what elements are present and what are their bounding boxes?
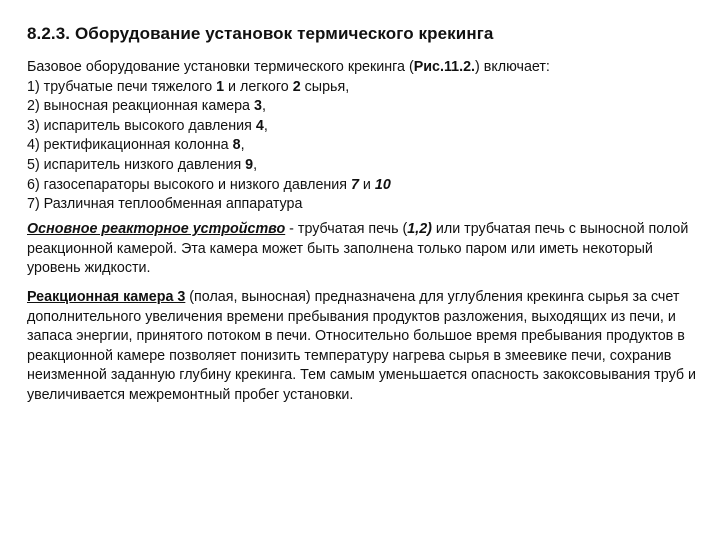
list-item: 1) трубчатые печи тяжелого 1 и легкого 2 сырья, [27, 78, 350, 95]
reactor-term: Основное реакторное устройство [27, 221, 286, 237]
equipment-intro [27, 58, 697, 215]
reactor-paragraph: Основное реакторное устройство - трубчатая печь (1,2) или трубчатая печь с выносной полой реакционной камерой. Эта камера может быть заполнена только паром или иметь некоторый уровень жидкости. [27, 221, 689, 277]
intro-tail: ) включает: [475, 59, 550, 75]
list-item: 6) газосепараторы высокого и низкого давления 7 и 10 [27, 176, 391, 193]
list-item: 5) испаритель низкого давления 9, [27, 156, 258, 173]
figure-reference: Рис.11.2. [413, 59, 475, 75]
reactor-numbers: 1,2) [407, 221, 432, 237]
list-item: 4) ректификационная колонна 8, [27, 137, 245, 154]
equipment-list [27, 78, 697, 215]
page-title: 8.2.3. Оборудование установок термического крекинга [27, 24, 494, 43]
intro-line [27, 58, 697, 78]
list-item: 3) испаритель высокого давления 4, [27, 117, 268, 134]
list-item: 2) выносная реакционная камера 3, [27, 98, 266, 115]
intro-lead: Базовое оборудование установки термического крекинга ( [27, 59, 414, 75]
list-item: 7) Различная теплообменная аппаратура [27, 196, 303, 213]
chamber-paragraph: Реакционная камера 3 (полая, выносная) предназначена для углубления крекинга сырья за счет дополнительного увеличения времени пребывания продуктов разложения, выходящих из печи, и запаса энергии, принятого потоком в печи. Относительно большое время пребывания продуктов в реакционной камере позволяет понизить температуру нагрева сырья в змеевике печи, сохранив неизменной заданную глубину крекинга. Тем самым уменьшается опасность закоксовывания труб и увеличивается межремонтный пробег установки. [27, 289, 697, 403]
chamber-term: Реакционная камера 3 [27, 289, 186, 305]
